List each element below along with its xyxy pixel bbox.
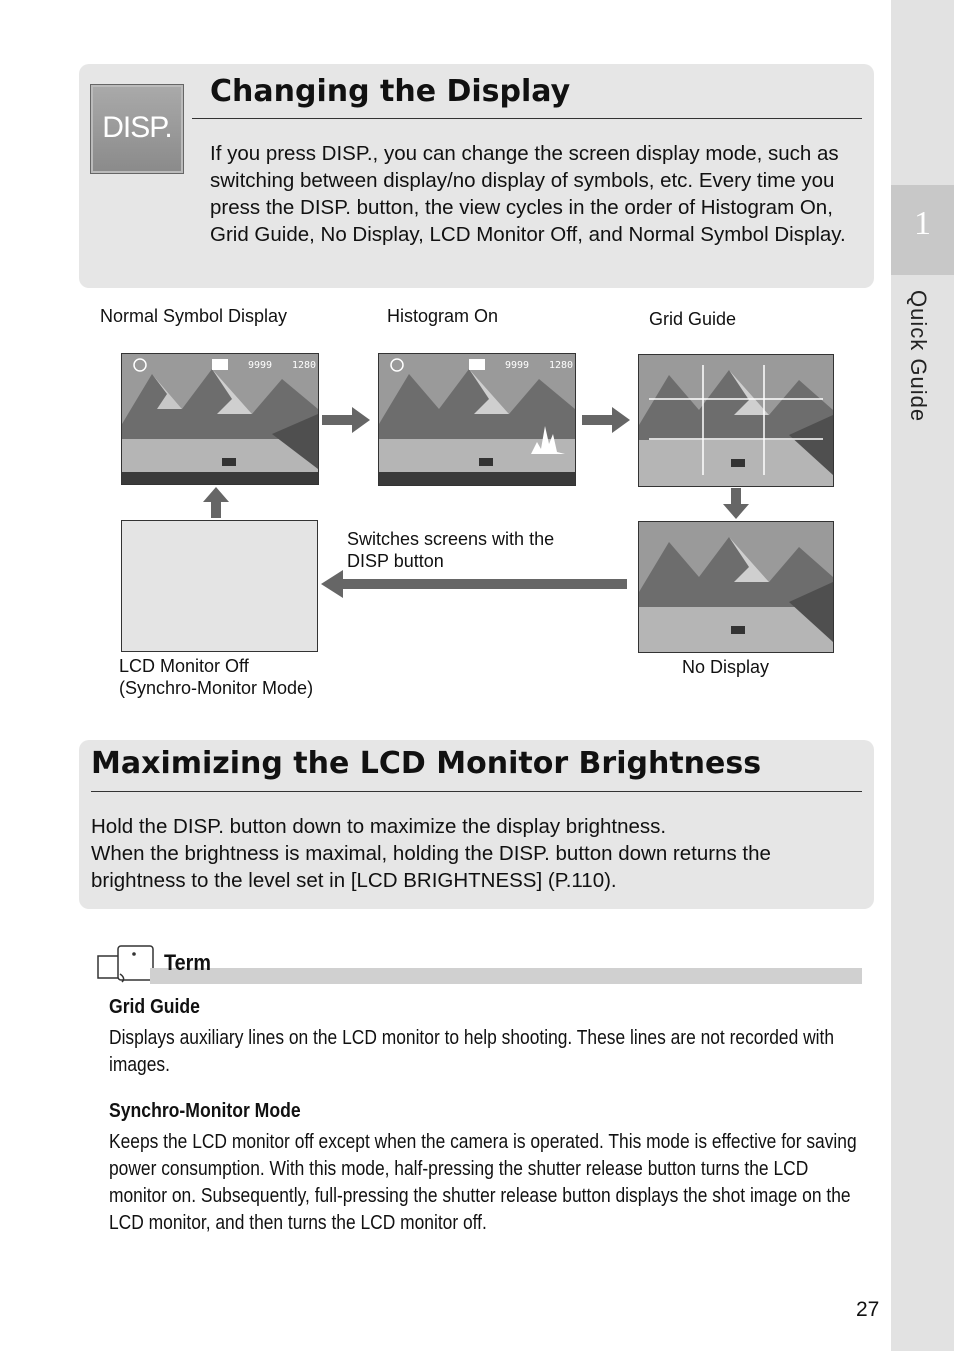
- arrow-right-1-icon: [322, 405, 370, 435]
- screen-grid-guide: [638, 354, 834, 487]
- overlay-size-text: 1280: [549, 360, 574, 371]
- disp-button-icon: [90, 84, 184, 174]
- brightness-line-2: When the brightness is maximal, holding the DISP. button down returns the brightness to the level set in [LCD BRIGHTNESS] (P.110).: [91, 842, 771, 892]
- arrow-right-2-icon: [582, 405, 630, 435]
- term-text-grid-guide: Displays auxiliary lines on the LCD monitor to help shooting. These lines are not recorded with images.: [109, 1027, 835, 1076]
- caption-histogram-on: Histogram On: [387, 306, 499, 326]
- caption-synchro-monitor-mode: (Synchro-Monitor Mode): [119, 678, 314, 698]
- term-heading-bar: [150, 968, 862, 984]
- changing-display-body: If you press DISP., you can change the screen display mode, such as switching between display/no display of symbols, etc. Every time you press the DISP. button, the view cycles in the order of Histogram On, Grid Guide, No Display, LCD Monitor Off, and Normal Symbol Display.: [210, 142, 846, 246]
- chapter-label: Quick Guide: [906, 290, 931, 423]
- overlay-size-text: 1280: [292, 360, 317, 371]
- caption-switch-screens: Switches screens with the: [347, 529, 555, 549]
- term-heading: Term: [164, 950, 211, 975]
- caption-grid-guide: Grid Guide: [649, 309, 737, 329]
- chapter-number: 1: [914, 205, 931, 242]
- overlay-count-text: 9999: [505, 360, 530, 371]
- screen-normal-symbol-display: [121, 353, 319, 485]
- arrow-up-icon: [202, 487, 230, 519]
- term-name-synchro-monitor: Synchro-Monitor Mode: [109, 1100, 301, 1122]
- term-name-grid-guide: Grid Guide: [109, 996, 200, 1018]
- title-rule: [91, 791, 862, 792]
- screen-histogram-on: [378, 353, 576, 486]
- caption-disp-button: DISP button: [347, 551, 444, 571]
- caption-lcd-monitor-off: LCD Monitor Off: [119, 656, 249, 676]
- term-text-synchro-monitor: Keeps the LCD monitor off except when the camera is operated. This mode is effective for saving power consumption. With this mode, half-pressing the shutter release button turns the LCD monitor on. Subsequently, full-pressing the shutter release button displays the shot image on the LCD monitor, and then turns the LCD monitor off.: [109, 1131, 857, 1234]
- term-note-icon: [96, 944, 156, 984]
- arrow-left-icon: [321, 570, 629, 598]
- caption-normal-symbol-display: Normal Symbol Display: [100, 306, 288, 326]
- section-title-brightness: Maximizing the LCD Monitor Brightness: [91, 746, 762, 781]
- chapter-sidebar: [891, 0, 954, 1351]
- section-title-changing-display: Changing the Display: [210, 74, 571, 109]
- brightness-body: [91, 813, 861, 894]
- arrow-down-icon: [722, 488, 750, 520]
- caption-no-display: No Display: [682, 657, 770, 677]
- screen-lcd-monitor-off: [121, 520, 318, 652]
- disp-icon-label: DISP.: [102, 111, 172, 144]
- screen-no-display: [638, 521, 834, 653]
- overlay-count-text: 9999: [248, 360, 273, 371]
- title-rule: [192, 118, 862, 119]
- page-number: 27: [856, 1298, 880, 1321]
- brightness-line-1: Hold the DISP. button down to maximize the display brightness.: [91, 815, 667, 838]
